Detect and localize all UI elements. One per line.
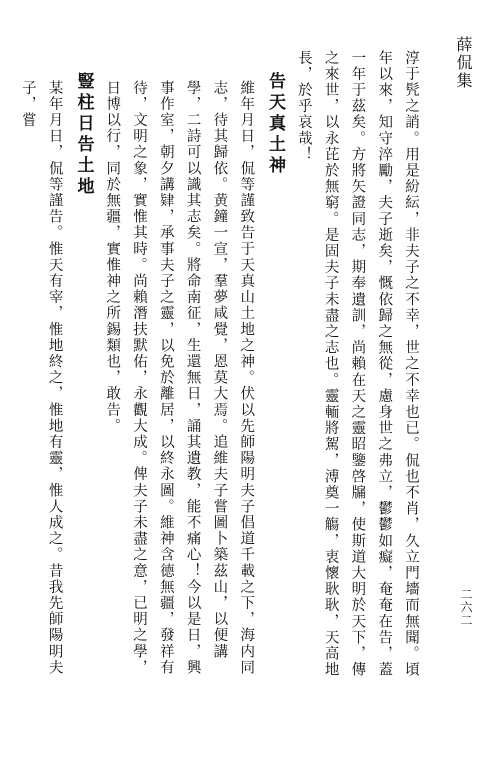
section-heading-1: 告天真土神: [265, 72, 286, 177]
main-text: [19, 50, 424, 680]
section-heading-2: 豎柱日告土地: [73, 72, 94, 198]
running-title: 薛侃集: [454, 36, 473, 90]
page-number: 二六二: [459, 588, 473, 627]
paragraph-3: 某年月日，侃等謹告。惟天有宰，惟地終之，惟地有靈，惟人成之。昔我先師陽明夫子，嘗: [19, 80, 63, 676]
paragraph-1: 淳于髠之誚。用是紛紜，非夫子之不幸，世之不幸也已。侃也不肖，久立門墻而無聞。頃年以來，知守淬勵，夫子逝矣，慨依歸之無從，慮身世之弗立，鬱鬱如癡，奄奄在告，蓋一年于茲矣。方將矢證同志，期奉遺訓，尚賴在天之靈昭鑒啓牖，使斯道大明於天下，傳之來世，以永芘於無窮。是固夫子未盡之志也。靈輀將駕，溥奠一觴，衷懷耿耿，天高地長，於乎哀哉！: [295, 50, 419, 678]
paragraph-2: 維年月日，侃等謹致告于天真山土地之神。伏以先師陽明夫子倡道千載之下，海内同志，待其歸依。黄鐘一宣，羣夢咸覺，恩莫大焉。追維夫子嘗圖卜築茲山，以便講學，二詩可以識其志矣。將命南征，生還無日，誦其遺教，能不痛心！今以是日，興事作室，朝夕講肄，承事夫子之靈，以免於離居，以終永圖。維神含德無疆，發祥有待，文明之象，實惟其時。尚賴潛扶默佑，永觀大成。俾夫子未盡之意，已明之學，日博以行，同於無疆，實惟神之所錫類也，敢告。: [104, 80, 255, 676]
